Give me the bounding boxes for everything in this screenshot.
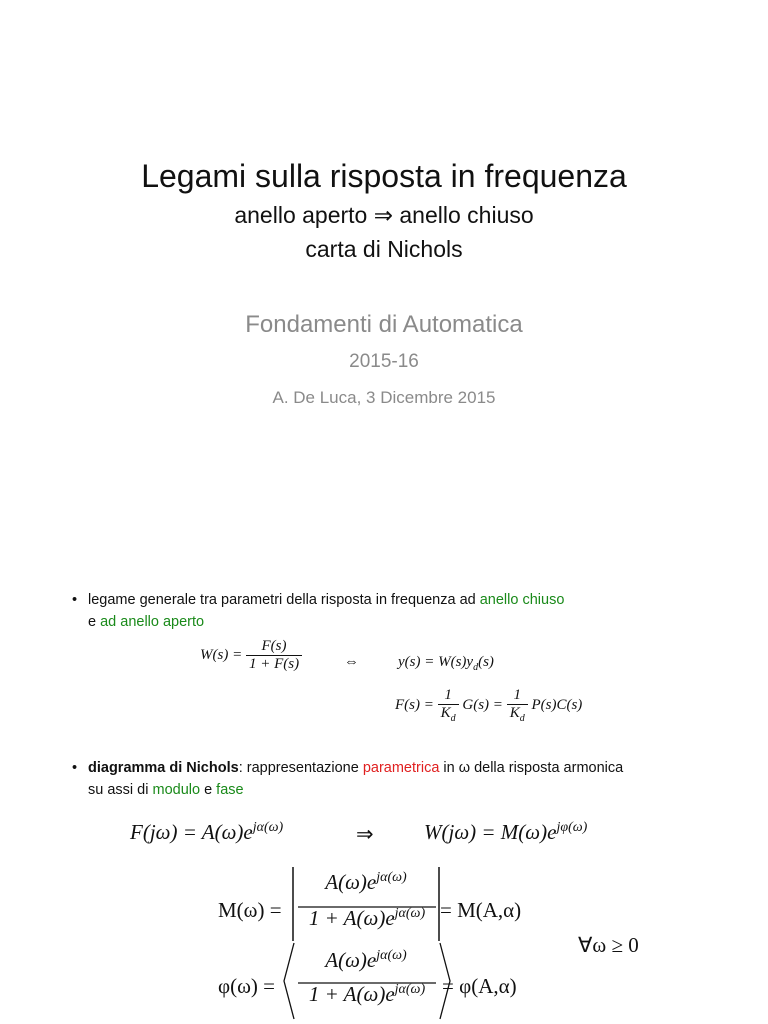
equation-w-jw: $W(j\omega) = M(\omega)e^{j\varphi(\omega)}$ xyxy=(424,820,588,844)
math-strokes xyxy=(0,560,768,1024)
equation-phi-omega-num: $A(\omega)e^{j\alpha(\omega)}$ xyxy=(325,948,407,972)
bullet-nichols-diagram: • diagramma di Nichols: rappresentazione parametrica in ω della risposta armonica su assi di modulo e fase xyxy=(72,757,732,801)
fraction: $\frac{1}{K_d}$ xyxy=(438,687,459,724)
highlight-modulo: modulo xyxy=(152,782,201,798)
equation-phi-omega-rhs: = φ(A,α) xyxy=(442,974,517,998)
equation-phi-omega-lhs: φ(ω) = xyxy=(218,974,276,998)
iff-symbol: ⇔ xyxy=(344,654,359,670)
course-name: Fondamenti di Automatica xyxy=(245,311,523,338)
forall-omega: ∀ω ≥ 0 xyxy=(578,933,639,957)
highlight-anello-chiuso: anello chiuso xyxy=(479,592,565,608)
fraction: $\frac{F(s)}{1 + F(s)}$ xyxy=(246,638,302,673)
equation-m-omega-rhs: = M(A,α) xyxy=(440,898,522,922)
fraction: $\frac{1}{K_d}$ xyxy=(507,687,528,724)
bullet-text: e xyxy=(88,614,101,630)
highlight-parametrica: parametrica xyxy=(362,760,440,776)
equation-f-jw: $F(j\omega) = A(\omega)e^{j\alpha(\omega)}$ xyxy=(130,820,284,844)
bullet-text: legame generale tra parametri della risposta in frequenza ad xyxy=(88,592,480,608)
slide-title: Legami sulla risposta in frequenza xyxy=(141,158,627,194)
slide-subtitle-line2: carta di Nichols xyxy=(305,236,463,262)
equation-y-of-s: $y(s) = W(s)y_d(s)$ xyxy=(398,654,494,673)
academic-year: 2015-16 xyxy=(349,351,419,372)
angle-bracket-left xyxy=(284,943,294,1019)
implies-arrow: ⇒ xyxy=(356,822,374,846)
bullet-dot: • xyxy=(72,592,78,608)
author-date: A. De Luca, 3 Dicembre 2015 xyxy=(272,388,496,407)
highlight-anello-aperto: ad anello aperto xyxy=(100,614,205,630)
content-slide xyxy=(0,560,768,1024)
angle-bracket-right xyxy=(440,943,450,1019)
equation-f-of-s: F(s) = $\frac{1}{K_d}$ G(s) = $\frac{1}{K_d}$ P(s)C(s) xyxy=(395,687,583,724)
equation-m-omega-den: $1 + A(\omega)e^{j\alpha(\omega)}$ xyxy=(308,906,426,930)
equation-phi-omega-den: $1 + A(\omega)e^{j\alpha(\omega)}$ xyxy=(308,982,426,1006)
nichols-term: diagramma di Nichols xyxy=(88,760,239,776)
equation-w-of-s: W(s) = $\frac{F(s)}{1 + F(s)}$ xyxy=(200,638,302,673)
equation-m-omega-num: $A(\omega)e^{j\alpha(\omega)}$ xyxy=(325,870,407,894)
bullet-dot: • xyxy=(72,760,78,776)
highlight-fase: fase xyxy=(216,782,244,798)
equation-m-omega-lhs: M(ω) = xyxy=(218,898,282,922)
slide-subtitle-line1: anello aperto ⇒ anello chiuso xyxy=(234,202,534,228)
